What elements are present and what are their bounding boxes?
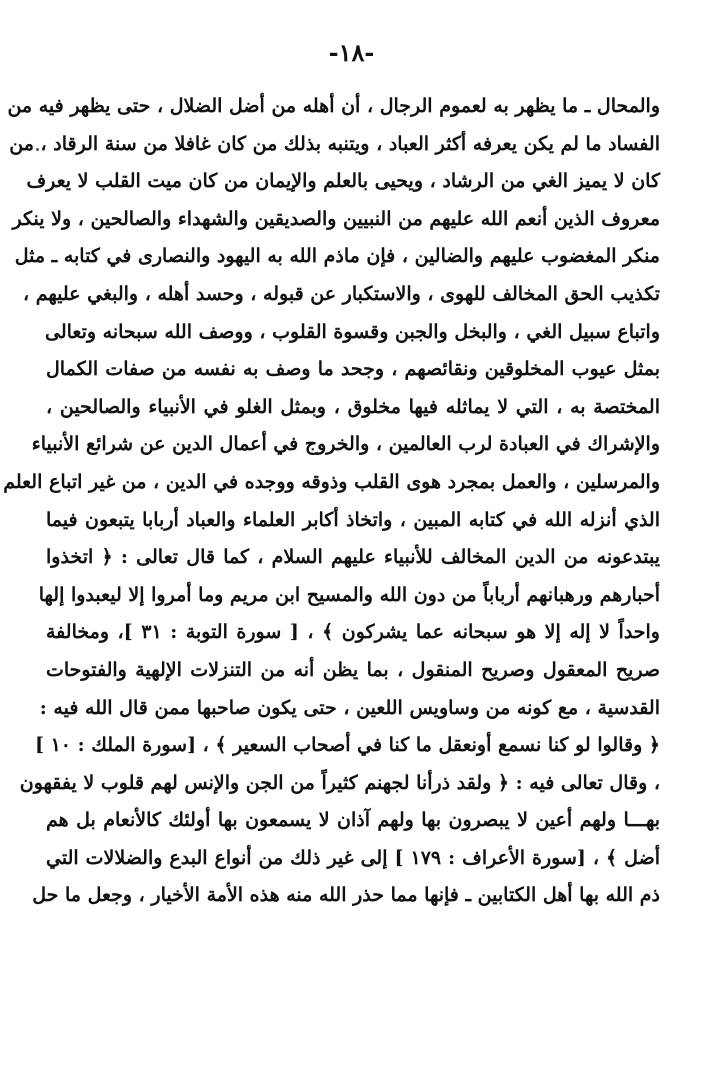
text-line: المختصة به ، التي لا يماثله فيها مخلوق ، وبمثل الغلو في الأنبياء والصالحين ، <box>46 395 660 418</box>
text-line: ﴿ وقالوا لو كنا نسمع أونعقل ما كنا في أصحاب السعير ﴾ ، [سورة الملك : ١٠ ] <box>34 734 660 757</box>
text-line: الذي أنزله الله في كتابه المبين ، واتخاذ أكابر العلماء والعباد أربابا يتبعون فيما <box>46 508 660 531</box>
text-line: الفساد ما لم يكن يعرفه أكثر العباد ، ويتنبه بذلك من كان غافلا من سنة الرقاد ، من <box>9 132 660 155</box>
text-line: واحداً لا إله إلا هو سبحانه عما يشركون ﴾ ، [ سورة التوبة : ٣١ ]، ومخالفة <box>46 621 660 644</box>
text-line: والمحال ـ ما يظهر به لعموم الرجال ، أن أهله من أضل الضلال ، حتى يظهر فيه من <box>7 95 660 117</box>
text-line: والمرسلين ، والعمل بمجرد هوى القلب وذوقه ووجده في الدين ، من غير اتباع العلم <box>3 470 660 493</box>
text-line: أضل ﴾ ، [سورة الأعراف : ١٧٩ ] إلى غير ذلك من أنواع البدع والضلالات التي <box>46 846 660 869</box>
text-line: تكذيب الحق المخالف للهوى ، والاستكبار عن قبوله ، وحسد أهله ، والبغي عليهم ، <box>22 282 660 305</box>
text-line: القدسية ، مع كونه من وساويس اللعين ، حتى يكون صاحبها ممن قال الله فيه : <box>39 696 660 719</box>
text-line: ذم الله بها أهل الكتابين ـ فإنها مما حذر الله منه هذه الأمة الأخيار ، وجعل ما حل <box>32 884 660 907</box>
text-line: معروف الذين أنعم الله عليهم من النبيين والصديقين والشهداء والصالحين ، ولا ينكر <box>12 207 660 230</box>
text-line: يبتدعونه من الدين المخالف للأنبياء عليهم السلام ، كما قال تعالى : ﴿ اتخذوا <box>46 546 660 569</box>
text-line: صريح المعقول وصريح المنقول ، بما يظن أنه من التنزلات الإلهية والفتوحات <box>46 658 660 681</box>
text-line: كان لا يميز الغي من الرشاد ، ويحيى بالعلم والإيمان من كان ميت القلب لا يعرف <box>26 170 660 193</box>
text-line: أحبارهم ورهبانهم أرباباً من دون الله والمسيح ابن مريم وما أمروا إلا ليعبدوا إلها <box>38 583 660 606</box>
body-text <box>3 88 660 915</box>
page-number: -١٨- <box>328 38 375 67</box>
text-line: والإشراك في العبادة لرب العالمين ، والخروج في أعمال الدين عن شرائع الأنبياء <box>31 433 660 456</box>
text-line: ، وقال تعالى فيه : ﴿ ولقد ذرأنا لجهنم كثيراً من الجن والإنس لهم قلوب لا يفقهون <box>19 771 660 794</box>
text-line: بهـــا ولهم أعين لا يبصرون بها ولهم آذان لا يسمعون بها أولئك كالأنعام بل هم <box>46 809 660 832</box>
text-line: واتباع سبيل الغي ، والبخل والجبن وقسوة القلوب ، ووصف الله سبحانه وتعالى <box>45 320 660 343</box>
text-line: منكر المغضوب عليهم والضالين ، فإن ماذم الله به اليهود والنصارى في كتابه ـ مثل <box>14 245 660 268</box>
text-line: بمثل عيوب المخلوقين ونقائصهم ، وجحد ما وصف به نفسه من صفات الكمال <box>46 358 660 381</box>
